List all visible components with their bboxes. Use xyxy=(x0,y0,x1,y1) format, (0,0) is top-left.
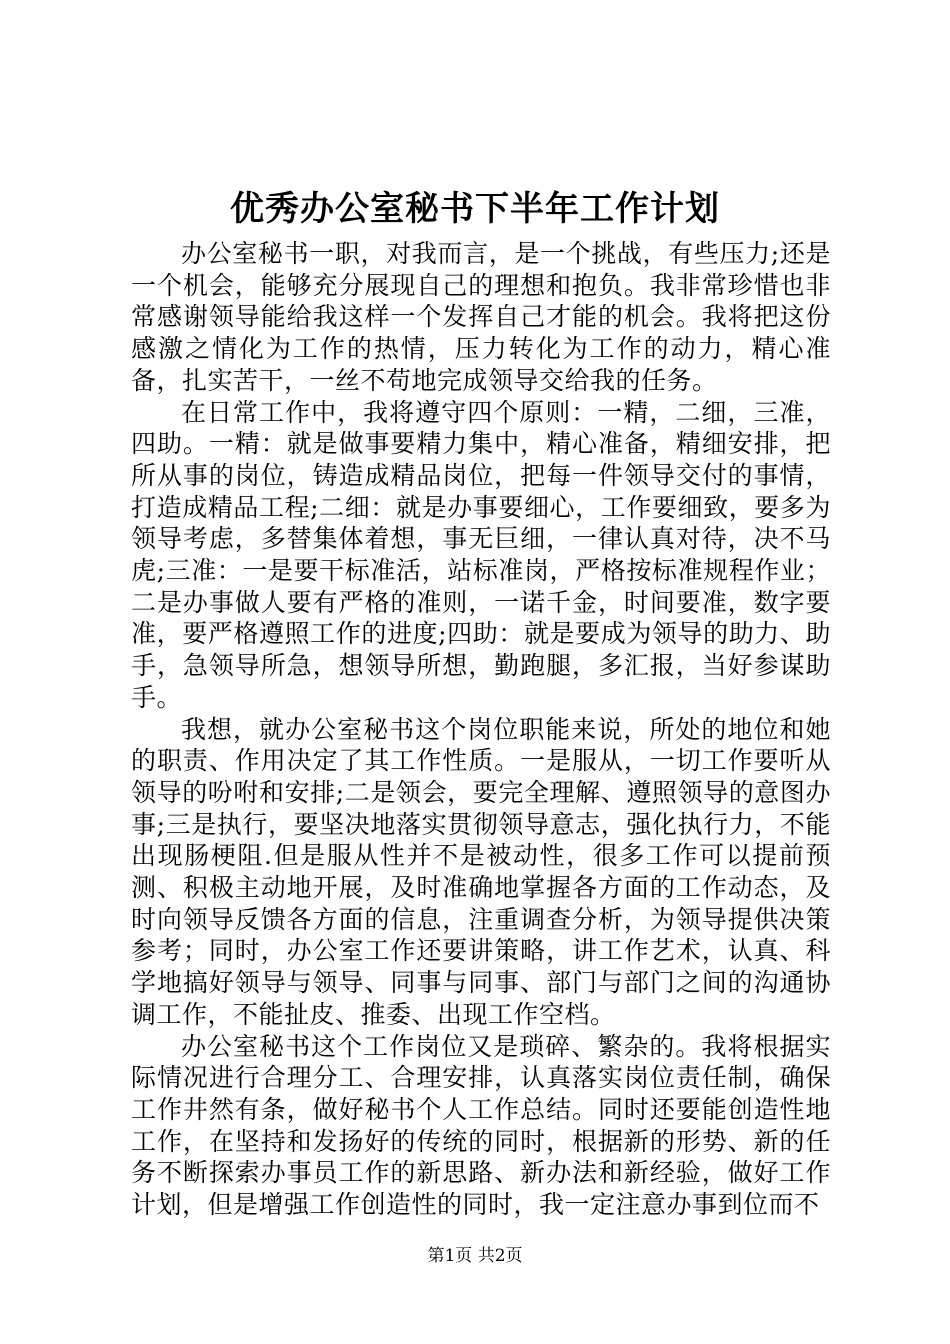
paragraph-4: 办公室秘书这个工作岗位又是琐碎、繁杂的。我将根据实际情况进行合理分工、合理安排，认真落实岗位责任制，确保工作井然有条，做好秘书个人工作总结。同时还要能创造性地工作，在坚持和发扬好的传统的同时，根据新的形势、新的任务不断探索办事员工作的新思路、新办法和新经验，做好工作计划，但是增强工作创造性的同时，我一定注意办事到位而不 xyxy=(131,1031,831,1220)
page-footer: 第1页 共2页 xyxy=(427,1246,523,1266)
document-body xyxy=(131,238,831,1221)
document-title: 优秀办公室秘书下半年工作计划 xyxy=(230,189,720,229)
paragraph-1: 办公室秘书一职，对我而言，是一个挑战，有些压力;还是一个机会，能够充分展现自己的理想和抱负。我非常珍惜也非常感谢领导能给我这样一个发挥自己才能的机会。我将把这份感激之情化为工作的热情，压力转化为工作的动力，精心准备，扎实苦干，一丝不苟地完成领导交给我的任务。 xyxy=(131,239,831,395)
paragraph-3: 我想，就办公室秘书这个岗位职能来说，所处的地位和她的职责、作用决定了其工作性质。一是服从，一切工作要听从领导的吩咐和安排;二是领会，要完全理解、遵照领导的意图办事;三是执行，要坚决地落实贯彻领导意志，强化执行力，不能出现肠梗阻.但是服从性并不是被动性，很多工作可以提前预测、积极主动地开展，及时准确地掌握各方面的工作动态，及时向领导反馈各方面的信息，注重调查分析，为领导提供决策参考；同时，办公室工作还要讲策略，讲工作艺术，认真、科学地搞好领导与领导、同事与同事、部门与部门之间的沟通协调工作，不能扯皮、推委、出现工作空档。 xyxy=(131,714,831,1029)
paragraph-2: 在日常工作中，我将遵守四个原则：一精，二细，三准，四助。一精：就是做事要精力集中，精心准备，精细安排，把所从事的岗位，铸造成精品岗位，把每一件领导交付的事情，打造成精品工程;二细：就是办事要细心，工作要细致，要多为领导考虑，多替集体着想，事无巨细，一律认真对待，决不马虎;三准：一是要干标准活，站标准岗，严格按标准规程作业；二是办事做人要有严格的准则，一诺千金，时间要准，数字要准，要严格遵照工作的进度;四助：就是要成为领导的助力、助手，急领导所急，想领导所想，勤跑腿，多汇报，当好参谋助手。 xyxy=(131,397,831,712)
